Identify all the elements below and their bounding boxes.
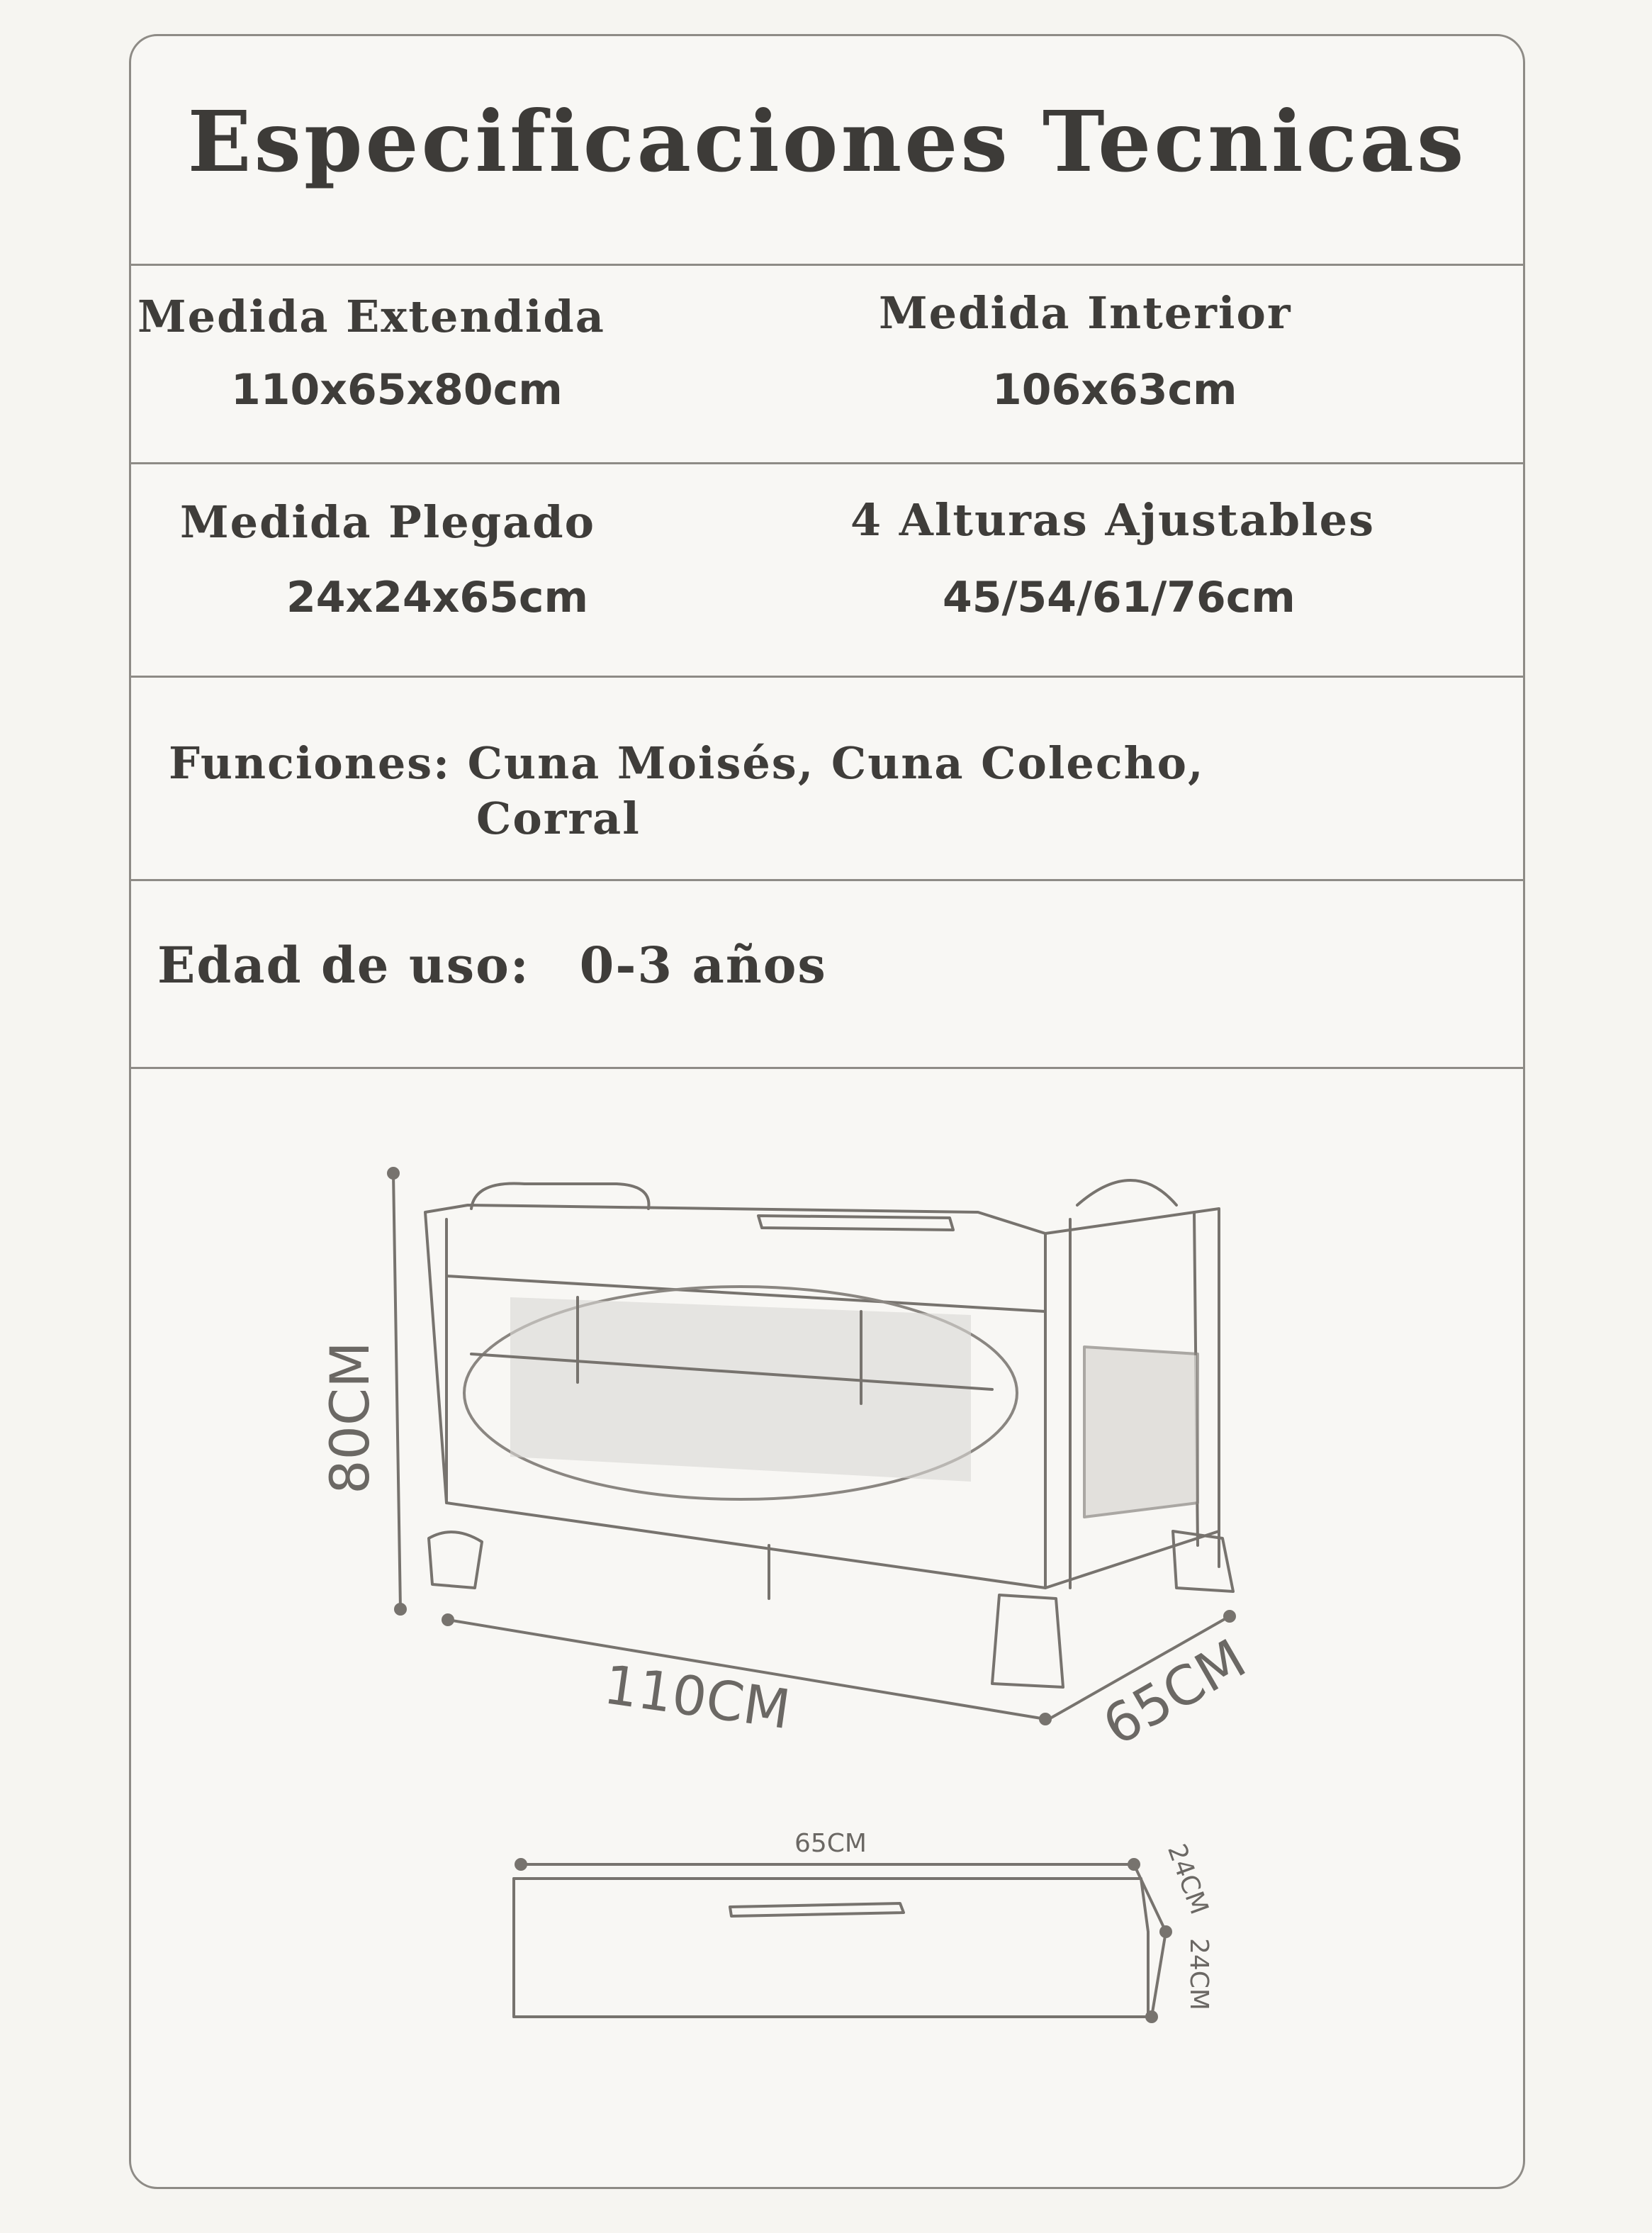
spec-value-extended: 110x65x80cm	[231, 365, 563, 415]
age-label: Edad de uso:	[157, 936, 530, 995]
dim-folded-height: 24CM	[1162, 1840, 1214, 1919]
spec-label-heights: 4 Alturas Ajustables	[850, 494, 1376, 546]
spec-label-interior: Medida Interior	[879, 287, 1292, 339]
spec-label-folded: Medida Plegado	[180, 496, 595, 548]
functions-label: Funciones:	[169, 737, 451, 789]
age-value: 0-3 años	[579, 936, 827, 995]
dim-width: 65CM	[1092, 1626, 1257, 1758]
dim-folded-length: 65CM	[794, 1829, 867, 1858]
dim-length: 110CM	[600, 1652, 794, 1742]
spec-label-extended: Medida Extendida	[137, 291, 605, 342]
dim-folded-depth: 24CM	[1184, 1937, 1213, 2011]
spec-value-folded: 24x24x65cm	[286, 573, 588, 622]
page-title: Especificaciones Tecnicas	[187, 92, 1467, 191]
spec-value-heights: 45/54/61/76cm	[943, 573, 1296, 622]
spec-value-interior: 106x63cm	[992, 365, 1237, 415]
functions-line-2: Corral	[476, 793, 641, 844]
crib-illustration	[388, 1168, 1235, 2022]
functions-value: Cuna Moisés, Cuna Colecho,	[467, 737, 1205, 789]
dim-height: 80CM	[318, 1341, 381, 1494]
